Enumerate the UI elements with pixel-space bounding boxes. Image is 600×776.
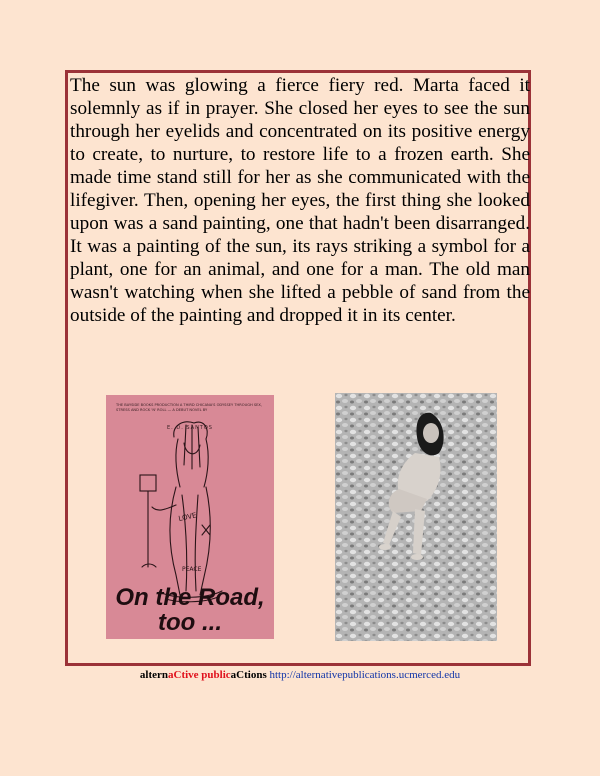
- author-photo: [335, 393, 497, 641]
- footer-brand-part-3: aCtions: [230, 669, 267, 681]
- cover-title-line2: too ...: [158, 609, 222, 636]
- cover-blurb: THE BAYSIDE BOOKS PRODUCTION A THIRD CHICANA'S ODYSSEY THROUGH SEX, STRESS AND ROCK 'N' ROLL — A DEBUT NOVEL BY: [116, 403, 262, 412]
- footer-credit: [0, 669, 600, 681]
- cover-title-line1: On the Road,: [115, 584, 265, 611]
- book-cover-image: [106, 395, 274, 639]
- cover-sign-love: LOVE: [177, 511, 198, 523]
- footer-url-link[interactable]: http://alternativepublications.ucmerced.edu: [269, 669, 461, 681]
- footer-brand-part-1: altern: [139, 669, 169, 681]
- cover-author: E. D. SANTOS: [167, 425, 213, 431]
- cover-title: [106, 585, 274, 635]
- cover-sign-peace: PEACE: [182, 566, 202, 573]
- story-passage: The sun was glowing a fierce fiery red. Marta faced it solemnly as if in prayer. She closed her eyes to see the sun through her eyelids and concentrated on its positive energy to create, to nurture, to restore life to a frozen earth. She made time stand still for her as she communicated with the lifegiver. Then, opening her eyes, the first thing she looked upon was a sand painting, one that hadn't been disarranged. It was a painting of the sun, its rays striking a symbol for a plant, one for an animal, and one for a man. The old man wasn't watching when she lifted a pebble of sand from the outside of the painting and dropped it in its center.: [70, 75, 530, 326]
- author-photo-illustration: [335, 393, 497, 641]
- footer-brand-part-2: aCtive public: [168, 669, 231, 681]
